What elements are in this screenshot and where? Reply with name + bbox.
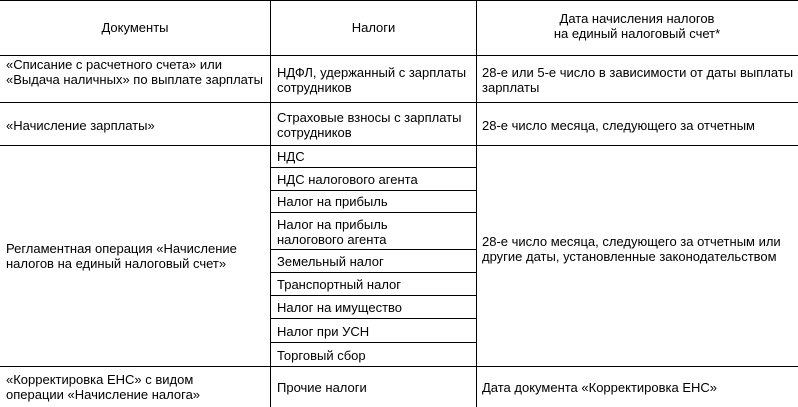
row3-tax-land: Земельный налог [277,254,384,269]
row3-date: 28-е число месяца, следующего за отчетным или другие даты, установленные законодательством [482,234,781,264]
row3-document: Регламентная операция «Начисление налогов на единый налоговый счет» [6,241,237,271]
row3-tax-property: Налог на имущество [277,300,403,315]
rule-row3-sub8 [270,342,476,343]
row3-tax-vat-agent: НДС налогового агента [277,172,418,187]
row2-date: 28-е число месяца, следующего за отчетным [482,118,755,133]
header-accrual-date: Дата начисления налогов на единый налоговый счет* [553,11,721,41]
row4-tax: Прочие налоги [277,380,367,395]
row1-tax: НДФЛ, удержанный с зарплаты сотрудников [277,65,467,95]
row3-tax-trade-fee: Торговый сбор [277,348,366,363]
row4-document: «Корректировка ЕНС» с видом операции «Начисление налога» [6,372,201,402]
rule-header [0,55,798,56]
rule-col2 [476,0,477,407]
row2-document: «Начисление зарплаты» [6,118,155,133]
row3-tax-vat: НДС [277,149,305,164]
rule-row3-sub4 [270,249,476,250]
rule-row3-sub5 [270,272,476,273]
row3-tax-usn: Налог при УСН [277,324,370,339]
rule-row3-sub1 [270,167,476,168]
rule-top [0,0,798,1]
rule-row2 [0,145,798,146]
rule-row3-sub3 [270,212,476,213]
row2-tax: Страховые взносы с зарплаты сотрудников [277,110,462,140]
rule-row3-sub2 [270,190,476,191]
row4-date: Дата документа «Корректировка ЕНС» [482,380,718,395]
row1-document: «Списание с расчетного счета» или «Выдача наличных» по выплате зарплаты [6,57,263,87]
header-taxes: Налоги [351,20,396,35]
row3-tax-transport: Транспортный налог [277,277,402,292]
row3-tax-profit: Налог на прибыль [277,194,388,209]
row3-tax-profit-agent: Налог на прибыль налогового агента [277,217,388,247]
row1-date: 28-е или 5-е число в зависимости от даты выплаты зарплаты [482,65,794,95]
rule-row3-sub7 [270,318,476,319]
rule-row3-sub6 [270,295,476,296]
header-documents: Документы [101,20,169,35]
rule-col1 [270,0,271,407]
rule-row1 [0,102,798,103]
rule-row3 [0,366,798,367]
